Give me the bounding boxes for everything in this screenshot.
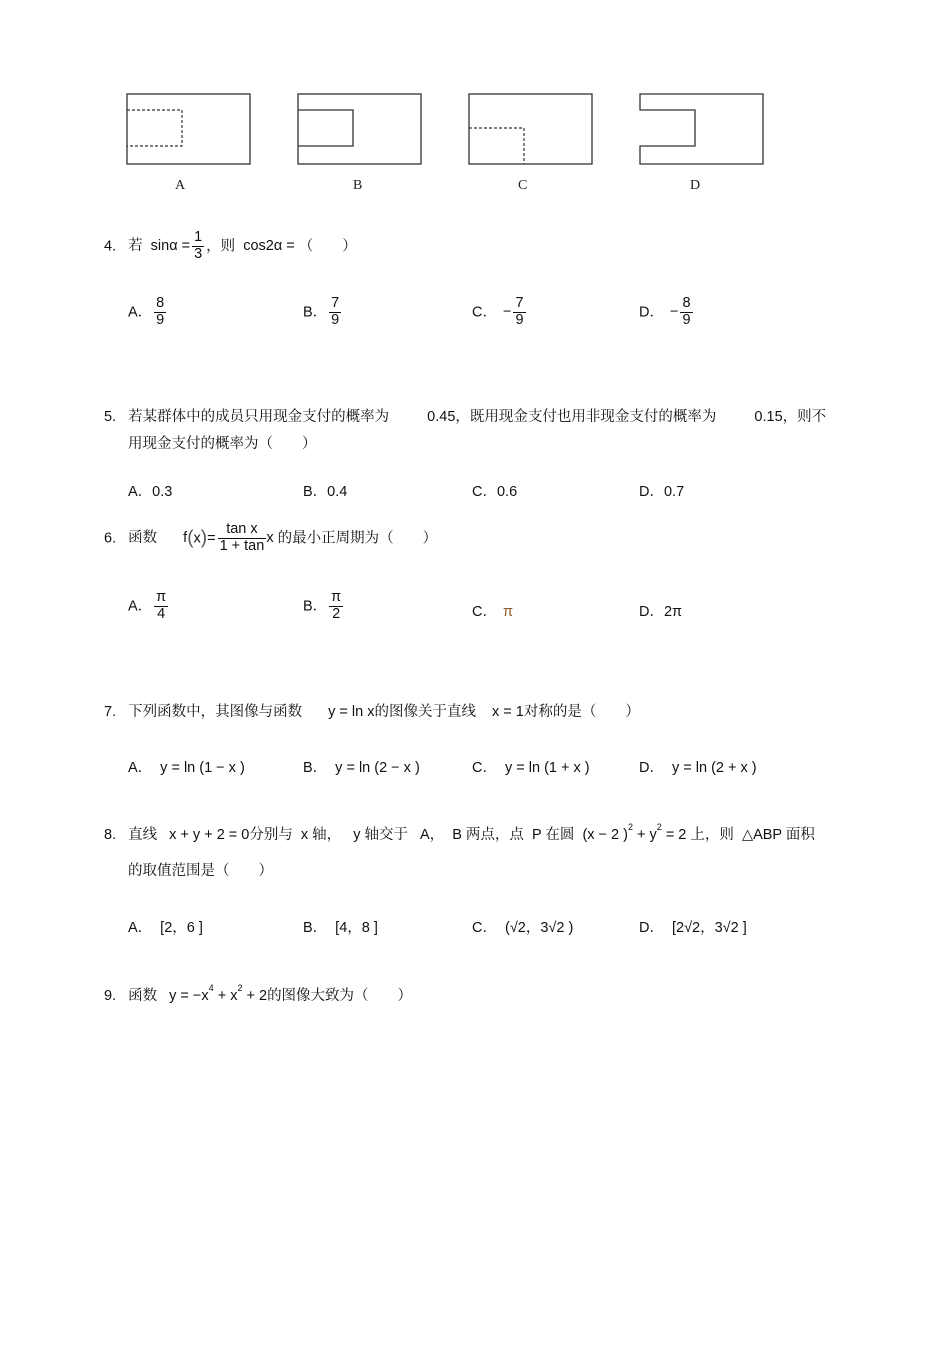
q7-option-d[interactable]: D． y = ln (2 + x ) [639,760,757,776]
q5-number: 5. [104,409,117,425]
question-7 [104,700,640,721]
q7-option-b[interactable]: B． y = ln (2 − x ) [303,760,420,776]
q6-den-tail: x [266,530,274,547]
figure-d-shape [640,94,763,164]
question-6: 6. 函数 f(x)= $\frac{\text{tan x}}{1 + \tan}$ x 的最小正周期为（ ） [104,521,438,554]
q8-triangle: △ABP 面积 [741,827,815,843]
q4-stem-prefix: 若 [128,238,143,255]
q5-option-a[interactable]: A．0.3 [128,484,173,500]
q7-expr: y = ln x [328,704,375,720]
q8-point-p: P 在圆 [531,827,575,843]
q8-square-1: 2 [627,822,633,832]
q6-prefix: 函数 [128,530,158,547]
q7-text-2: 的图像关于直线 [374,704,476,720]
q4-stem-mid: ，则 [206,238,236,255]
q8-circle-b: + y [637,827,657,843]
q9-exp-1: 4 [208,983,214,993]
figure-d-label: D [690,178,701,193]
q6-x: x [193,530,201,547]
figure-b-label: B [353,178,363,193]
question-5 [104,405,826,426]
q4-option-a[interactable]: A． $\frac{8}{9}$ [128,295,165,328]
q8-text-1: 直线 [128,827,158,843]
q8-line-expr: x + y + 2 = 0 [169,827,250,843]
q7-line: x = 1 [492,704,524,720]
q8-point-b: B 两点，点 [452,827,524,843]
figure-b-shape [298,94,421,164]
q6-eq: = [207,530,216,547]
q7-option-a[interactable]: A． y = ln (1 − x ) [128,760,245,776]
q4-cos-expr: cos2α = [243,238,295,255]
answer-figures [118,88,778,198]
q6-suffix: 的最小正周期为（ ） [277,530,438,547]
q6-option-b[interactable]: B． $\frac{\pi}{2}$ [303,589,342,622]
question-9 [104,983,412,1005]
figure-c-shape [469,94,592,164]
q4-option-b[interactable]: B． $\frac{7}{9}$ [303,295,340,328]
figure-c-label: C [518,178,528,193]
q8-text-2: 分别与 [249,827,293,843]
question-4 [104,230,357,263]
q5-option-d[interactable]: D．0.7 [639,484,685,500]
q5-option-b[interactable]: B．0.4 [303,484,348,500]
q6-option-c[interactable]: C． π [472,604,513,620]
q4-option-d[interactable]: D． − $\frac{8}{9}$ [639,295,691,328]
q5-text-b: 0.45，既用现金支付也用非现金支付的概率为 [427,409,717,425]
q8-option-d[interactable]: D． [2√2，3√2 ] [639,920,747,936]
q5-text-a: 若某群体中的成员只用现金支付的概率为 [128,409,390,425]
q7-number: 7. [104,704,117,720]
q6-fraction: $\frac{\text{tan x}}{1 + \tan}$ [219,521,265,554]
q8-option-a[interactable]: A． [2，6 ] [128,920,203,936]
q8-yaxis: y 轴交于 [353,827,408,843]
q9-expr-b: + x [217,988,238,1004]
q4-blank: （ ） [298,238,357,255]
figure-shapes [118,88,778,198]
q7-text-3: 对称的是（ ） [523,704,640,720]
q8-line-2: 的取值范围是（ ） [128,863,273,879]
q5-text-c: 0.15，则不 [754,409,827,425]
q6-number: 6. [104,530,117,547]
q6-option-a[interactable]: A． $\frac{\pi}{4}$ [128,589,167,622]
q9-expr-a: y = −x [169,988,209,1004]
q8-number: 8. [104,827,117,843]
q4-sin-expr: sinα = [150,238,191,255]
figure-a-shape [127,94,250,164]
q8-option-c[interactable]: C． (√2，3√2 ) [472,920,574,936]
q6-f: f [183,530,188,547]
q9-prefix: 函数 [128,988,158,1004]
q9-suffix: 的图像大致为（ ） [267,988,413,1004]
figure-a-label: A [175,178,186,193]
q4-number: 4. [104,238,117,255]
q4-fraction: $\frac{1}{3}$ [194,229,203,262]
question-8 [104,822,815,844]
q9-expr-c: + 2 [246,988,268,1004]
q8-circle-c: = 2 上，则 [665,827,734,843]
q8-circle-a: (x − 2 ) [582,827,628,843]
q6-option-d[interactable]: D．2π [639,604,683,620]
q8-point-a: A， [420,827,445,843]
q7-option-c[interactable]: C． y = ln (1 + x ) [472,760,590,776]
q4-option-c[interactable]: C． − $\frac{7}{9}$ [472,295,524,328]
q9-exp-2: 2 [237,983,243,993]
q5-line-2: 用现金支付的概率为（ ） [128,436,317,452]
q9-number: 9. [104,988,117,1004]
q7-text-1: 下列函数中，其图像与函数 [128,704,303,720]
q8-square-2: 2 [656,822,662,832]
q5-option-c[interactable]: C．0.6 [472,484,518,500]
q8-xaxis: x 轴， [300,827,342,843]
q8-option-b[interactable]: B． [4，8 ] [303,920,378,936]
